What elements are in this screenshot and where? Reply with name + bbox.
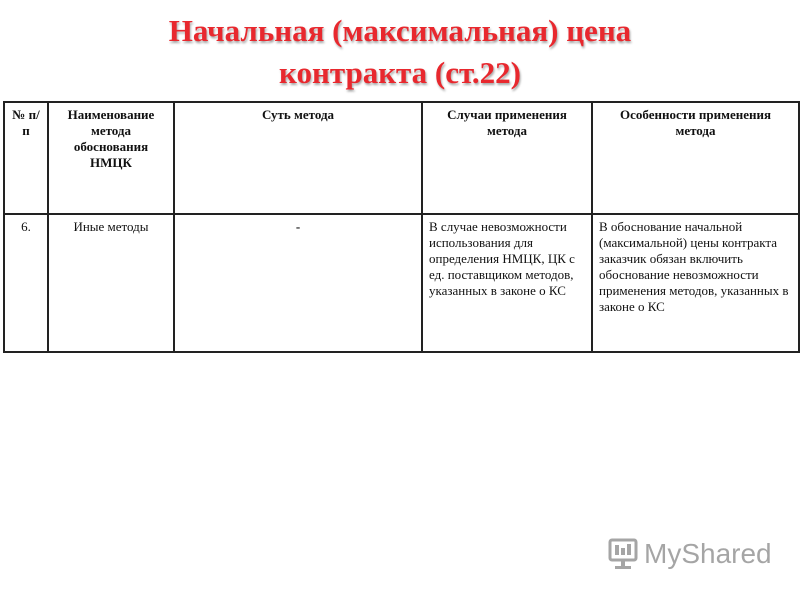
header-method-name: Наименование метода обоснования НМЦК <box>48 102 174 214</box>
header-features: Особенности применения метода <box>592 102 799 214</box>
cell-features: В обоснование начальной (максимальной) цены контракта заказчик обязан включить обоснование невозможности применения методов, указанных в законе о КС <box>592 214 799 352</box>
cell-cases: В случае невозможности использования для определения НМЦК, ЦК с ед. поставщиком методов, указанных в законе о КС <box>422 214 592 352</box>
table-row <box>4 214 799 352</box>
header-essence: Суть метода <box>174 102 422 214</box>
cell-essence: - <box>174 214 422 352</box>
methods-table <box>3 101 800 353</box>
page-title <box>0 10 800 94</box>
table-header-row <box>4 102 799 214</box>
cell-method-name: Иные методы <box>48 214 174 352</box>
myshared-logo-icon <box>606 536 640 572</box>
title-line-1: Начальная (максимальная) цена <box>168 13 632 48</box>
header-num: № п/п <box>4 102 48 214</box>
title-line-2: контракта (ст.22) <box>279 55 521 90</box>
cell-num: 6. <box>4 214 48 352</box>
header-cases: Случаи применения метода <box>422 102 592 214</box>
watermark-text: MyShared <box>644 538 772 569</box>
watermark <box>606 536 772 572</box>
